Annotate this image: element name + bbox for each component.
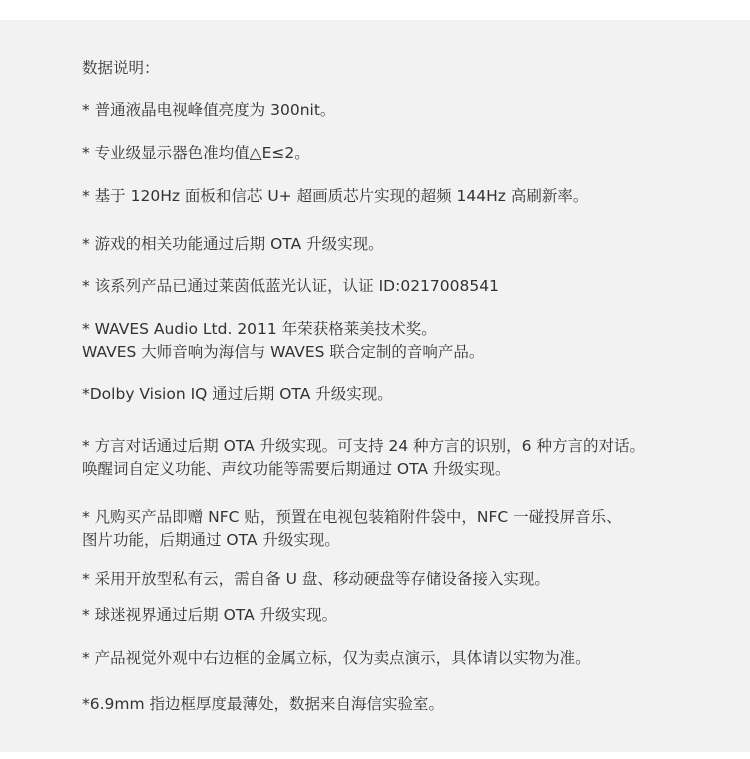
note-7: *Dolby Vision IQ 通过后期 OTA 升级实现。 xyxy=(82,385,393,403)
note-6-line-2: WAVES 大师音响为海信与 WAVES 联合定制的音响产品。 xyxy=(82,343,485,361)
note-10: * 采用开放型私有云，需自备 U 盘、移动硬盘等存储设备接入实现。 xyxy=(82,570,550,588)
note-11: * 球迷视界通过后期 OTA 升级实现。 xyxy=(82,606,338,624)
note-5: * 该系列产品已通过莱茵低蓝光认证，认证 ID:0217008541 xyxy=(82,277,499,295)
note-9-line-1: * 凡购买产品即赠 NFC 贴，预置在电视包装箱附件袋中，NFC 一碰投屏音乐、 xyxy=(82,508,622,526)
note-8-line-1: * 方言对话通过后期 OTA 升级实现。可支持 24 种方言的识别，6 种方言的对话。 xyxy=(82,437,645,455)
note-2: * 专业级显示器色准均值△E≤2。 xyxy=(82,144,310,162)
note-6-line-1: * WAVES Audio Ltd. 2011 年荣获格莱美技术奖。 xyxy=(82,320,437,338)
note-13: *6.9mm 指边框厚度最薄处，数据来自海信实验室。 xyxy=(82,695,445,713)
heading: 数据说明： xyxy=(82,59,160,77)
note-8-line-2: 唤醒词自定义功能、声纹功能等需要后期通过 OTA 升级实现。 xyxy=(82,460,511,478)
note-12: * 产品视觉外观中右边框的金属立标，仅为卖点演示，具体请以实物为准。 xyxy=(82,649,591,667)
note-4: * 游戏的相关功能通过后期 OTA 升级实现。 xyxy=(82,235,384,253)
note-3: * 基于 120Hz 面板和信芯 U+ 超画质芯片实现的超频 144Hz 高刷新率。 xyxy=(82,187,589,205)
note-1: * 普通液晶电视峰值亮度为 300nit。 xyxy=(82,101,336,119)
note-9-line-2: 图片功能，后期通过 OTA 升级实现。 xyxy=(82,531,340,549)
